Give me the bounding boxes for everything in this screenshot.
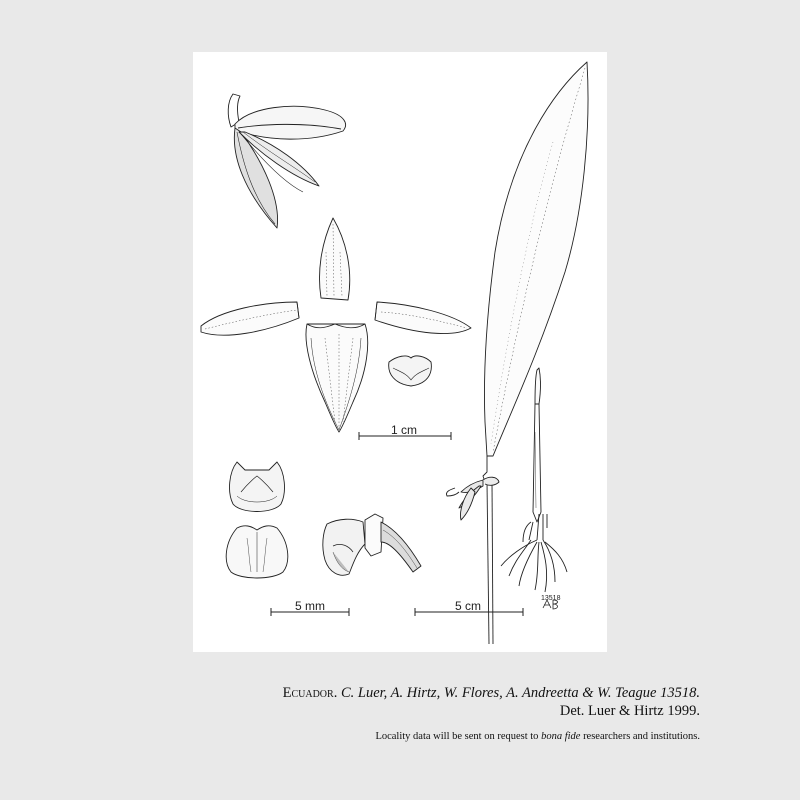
illustration-plate — [193, 52, 607, 652]
note-text-before: Locality data will be sent on request to — [375, 731, 542, 742]
scale-label-5mm: 5 mm — [295, 599, 325, 613]
inflorescence — [446, 477, 499, 520]
dorsal-sepal — [320, 218, 350, 300]
scale-label-1cm: 1 cm — [391, 423, 418, 437]
note-text-after: researchers and institutions. — [580, 731, 700, 742]
locality-note — [283, 730, 700, 744]
artist-mark — [541, 595, 561, 609]
botanical-drawing — [193, 52, 607, 652]
synsepal — [306, 324, 368, 432]
petal-left — [201, 302, 299, 335]
lip-back-view — [226, 526, 288, 578]
lip-front-view — [230, 462, 285, 512]
determination: Det. Luer & Hirtz 1999. — [559, 703, 700, 719]
artist-mark-number: 13518 — [541, 595, 561, 602]
collectors: C. Luer, A. Hirtz, W. Flores, A. Andreetta & W. Teague 13518. — [340, 685, 700, 701]
column-side-view — [323, 514, 421, 575]
specimen-caption — [283, 684, 700, 744]
collection-line — [283, 684, 700, 702]
note-italic: bona fide — [541, 731, 581, 742]
lip-small — [389, 356, 432, 386]
petal-right — [375, 302, 471, 334]
country: Ecuador. — [282, 685, 338, 701]
flower-side-view — [228, 94, 345, 228]
scale-label-5cm: 5 cm — [455, 599, 482, 613]
